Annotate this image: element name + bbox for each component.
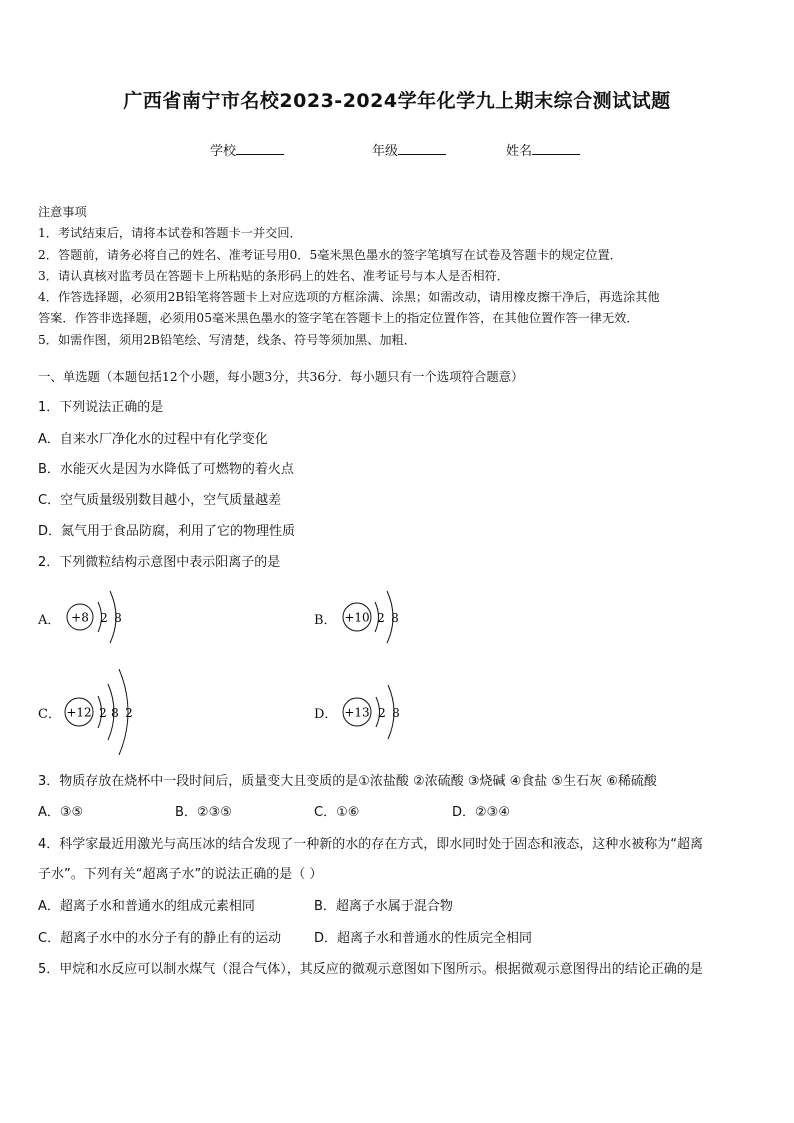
exam-title: 广西省南宁市名校2023-2024学年化学九上期末综合测试试题 — [123, 90, 671, 112]
q4-option-d: D．超离子水和普通水的性质完全相同 — [314, 931, 533, 946]
notes-block — [38, 202, 758, 351]
q1-option-b: B．水能灭火是因为水降低了可燃物的着火点 — [38, 462, 294, 477]
q4-stem-line2: 子水”。下列有关“超离子水”的说法正确的是（ ） — [38, 867, 323, 882]
grade-label: 年级 — [372, 144, 399, 159]
q2-option-c-label: C． — [38, 707, 61, 722]
name-blank[interactable] — [532, 142, 580, 155]
school-blank[interactable] — [236, 142, 284, 155]
q1-option-c: C．空气质量级别数目越小，空气质量越差 — [38, 493, 282, 508]
q1-option-d: D．氮气用于食品防腐，利用了它的物理性质 — [38, 524, 296, 539]
school-field[interactable] — [210, 140, 284, 159]
notes-item: 3．请认真核对监考员在答题卡上所粘贴的条形码上的姓名、准考证号与本人是否相符． — [38, 268, 509, 283]
q3-stem: 3．物质存放在烧杯中一段时间后，质量变大且变质的是①浓盐酸 ②浓硫酸 ③烧碱 ④食盐 ⑤生石灰 ⑥稀硫酸 — [38, 774, 657, 789]
q1-option-a: A．自来水厂净化水的过程中有化学变化 — [38, 432, 268, 447]
school-label: 学校 — [210, 144, 237, 159]
q2-option-d-label: D． — [314, 707, 338, 722]
electron-count: 2 — [377, 611, 385, 625]
q3-option-d: D．②③④ — [452, 805, 510, 820]
name-field[interactable] — [506, 140, 580, 159]
grade-field[interactable] — [372, 140, 446, 159]
notes-item: 2．答题前，请务必将自己的姓名、准考证号用0．5毫米黑色墨水的签字笔填写在试卷及答题卡的规定位置． — [38, 247, 622, 262]
electron-count: 8 — [111, 706, 119, 720]
atom-diagram-d — [338, 679, 418, 745]
name-label: 姓名 — [506, 144, 533, 159]
electron-count: 2 — [125, 706, 133, 720]
notes-item: 5．如需作图，须用2B铅笔绘、写清楚，线条、符号等须加黑、加粗． — [38, 332, 416, 347]
q2-stem: 2．下列微粒结构示意图中表示阳离子的是 — [38, 555, 281, 570]
electron-count: 2 — [99, 706, 107, 720]
q3-option-a: A．③⑤ — [38, 805, 84, 820]
q5-stem: 5．甲烷和水反应可以制水煤气（混合气体），其反应的微观示意图如下图所示。根据微观示意图得出的结论正确的是 — [38, 962, 703, 977]
notes-heading: 注意事项 — [38, 205, 87, 219]
q2-option-a-label: A． — [38, 613, 61, 628]
nucleus-charge: +8 — [71, 610, 89, 625]
nucleus-charge: +12 — [66, 705, 92, 720]
atom-diagram-a — [62, 585, 142, 649]
electron-count: 8 — [391, 611, 399, 625]
nucleus-charge: +13 — [344, 705, 370, 720]
q3-option-b: B．②③⑤ — [175, 805, 232, 820]
atom-diagram-b — [338, 585, 418, 649]
section-heading: 一、单选题（本题包括12个小题，每小题3分，共36分．每小题只有一个选项符合题意） — [38, 369, 524, 384]
grade-blank[interactable] — [398, 142, 446, 155]
q4-option-a: A．超离子水和普通水的组成元素相同 — [38, 899, 255, 914]
electron-count: 2 — [378, 706, 386, 720]
electron-count: 8 — [114, 611, 122, 625]
q4-option-c: C．超离子水中的水分子有的静止有的运动 — [38, 931, 282, 946]
electron-count: 8 — [392, 706, 400, 720]
q4-option-b: B．超离子水属于混合物 — [314, 899, 453, 914]
atom-diagram-c — [62, 664, 152, 760]
notes-item: 4．作答选择题，必须用2B铅笔将答题卡上对应选项的方框涂满、涂黑；如需改动，请用橡皮擦干净后，再选涂其他 — [38, 290, 660, 305]
notes-item: 答案．作答非选择题，必须用05毫米黑色墨水的签字笔在答题卡上的指定位置作答，在其他位置作答一律无效． — [38, 311, 639, 326]
q4-stem-line1: 4．科学家最近用激光与高压冰的结合发现了一种新的水的存在方式，即水同时处于固态和液态，这种水被称为“超离 — [38, 837, 704, 852]
q3-option-c: C．①⑥ — [314, 805, 360, 820]
q1-stem: 1．下列说法正确的是 — [38, 400, 164, 415]
nucleus-charge: +10 — [344, 610, 370, 625]
q2-option-b-label: B． — [314, 613, 337, 628]
electron-count: 2 — [100, 611, 108, 625]
notes-item: 1．考试结束后，请将本试卷和答题卡一并交回． — [38, 226, 302, 241]
